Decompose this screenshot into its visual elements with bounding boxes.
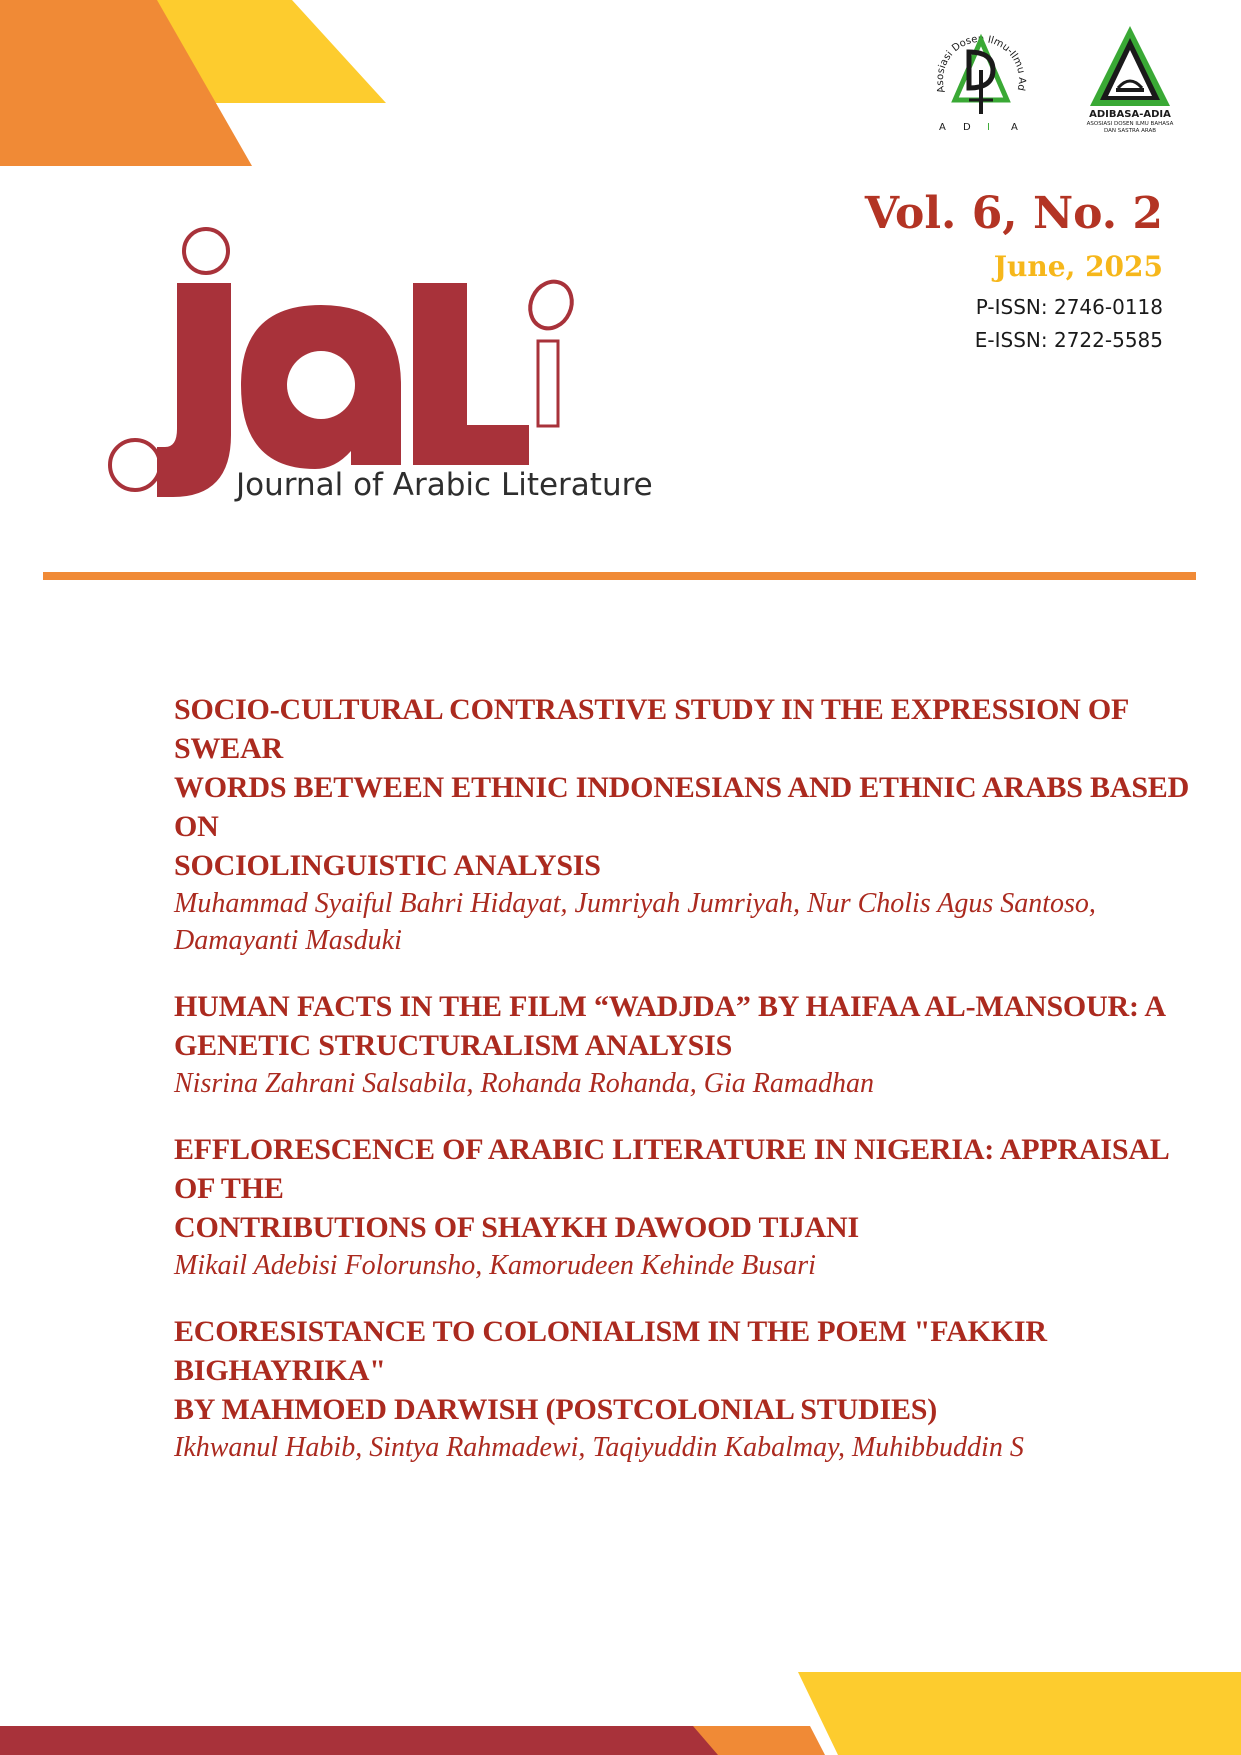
bottom-maroon-band <box>0 1726 718 1755</box>
article-title-line: CONTRIBUTIONS OF SHAYKH DAWOOD TIJANI <box>174 1211 859 1244</box>
article-title <box>174 1130 1204 1247</box>
adia-arc-text: Asosiasi Dosen Ilmu-Ilmu Ad <box>934 33 1028 95</box>
article-title <box>174 987 1204 1065</box>
article-author-line: Damayanti Masduki <box>174 925 402 956</box>
adia-letter-d: D <box>963 122 971 133</box>
article-author-line: Muhammad Syaiful Bahri Hidayat, Jumriyah Jumriyah, Nur Cholis Agus Santoso, <box>174 888 1096 919</box>
article-title-line: ECORESISTANCE TO COLONIALISM IN THE POEM "FAKKIR BIGHAYRIKA" <box>174 1315 1047 1387</box>
header-divider <box>43 572 1196 580</box>
jali-logo <box>95 215 615 510</box>
top-corner-decoration <box>0 0 400 170</box>
adibasa-logo <box>1080 22 1180 134</box>
article-authors <box>174 1065 1204 1102</box>
bottom-orange-shape <box>690 1726 825 1755</box>
adia-letter-a1: A <box>939 122 946 133</box>
adibasa-tagline-2: DAN SASTRA ARAB <box>1104 128 1156 134</box>
article-authors <box>174 1429 1204 1466</box>
article-authors <box>174 1247 1204 1284</box>
article-title-line: SOCIOLINGUISTIC ANALYSIS <box>174 849 601 882</box>
p-issn: P-ISSN: 2746-0118 <box>975 295 1163 320</box>
article-title-line: GENETIC STRUCTURALISM ANALYSIS <box>174 1029 733 1062</box>
bottom-yellow-shape <box>798 1672 1241 1755</box>
adibasa-logo-icon <box>1080 22 1180 134</box>
issn-block <box>865 291 1163 357</box>
jali-logo-icon <box>95 215 615 510</box>
svg-text:Asosiasi Dosen Ilmu-Ilmu Adab <box>925 22 1027 94</box>
adia-letter-a2: A <box>1011 122 1018 133</box>
article-title-line: WORDS BETWEEN ETHNIC INDONESIANS AND ETHNIC ARABS BASED ON <box>174 771 1190 843</box>
adia-logo <box>925 22 1035 134</box>
article-title-line: EFFLORESCENCE OF ARABIC LITERATURE IN NIGERIA: APPRAISAL OF THE <box>174 1133 1168 1205</box>
journal-subtitle: Journal of Arabic Literature <box>236 467 653 503</box>
article-title <box>174 1312 1204 1429</box>
article-author-line: Mikail Adebisi Folorunsho, Kamorudeen Kehinde Busari <box>174 1250 816 1281</box>
article-authors <box>174 885 1204 959</box>
adia-logo-icon <box>925 22 1035 134</box>
article-list <box>174 690 1204 1494</box>
e-issn: E-ISSN: 2722-5585 <box>974 328 1163 353</box>
issue-date: June, 2025 <box>993 250 1163 284</box>
article-title <box>174 690 1204 885</box>
article-item <box>174 987 1204 1102</box>
adibasa-tagline-1: ASOSIASI DOSEN ILMU BAHASA <box>1086 121 1174 127</box>
article-item <box>174 1130 1204 1284</box>
adia-letter-i: I <box>987 122 990 133</box>
volume-number: Vol. 6, No. 2 <box>864 188 1163 239</box>
article-title-line: HUMAN FACTS IN THE FILM “WADJDA” BY HAIFAA AL-MANSOUR: A <box>174 990 1166 1023</box>
article-title-line: SOCIO-CULTURAL CONTRASTIVE STUDY IN THE EXPRESSION OF SWEAR <box>174 693 1129 765</box>
issue-info <box>865 190 1163 357</box>
article-author-line: Nisrina Zahrani Salsabila, Rohanda Rohanda, Gia Ramadhan <box>174 1068 875 1099</box>
article-item <box>174 690 1204 959</box>
adibasa-name: ADIBASA-ADIA <box>1089 109 1171 120</box>
article-title-line: BY MAHMOED DARWISH (POSTCOLONIAL STUDIES) <box>174 1393 938 1426</box>
article-item <box>174 1312 1204 1466</box>
article-author-line: Ikhwanul Habib, Sintya Rahmadewi, Taqiyuddin Kabalmay, Muhibbuddin S <box>174 1432 1024 1463</box>
